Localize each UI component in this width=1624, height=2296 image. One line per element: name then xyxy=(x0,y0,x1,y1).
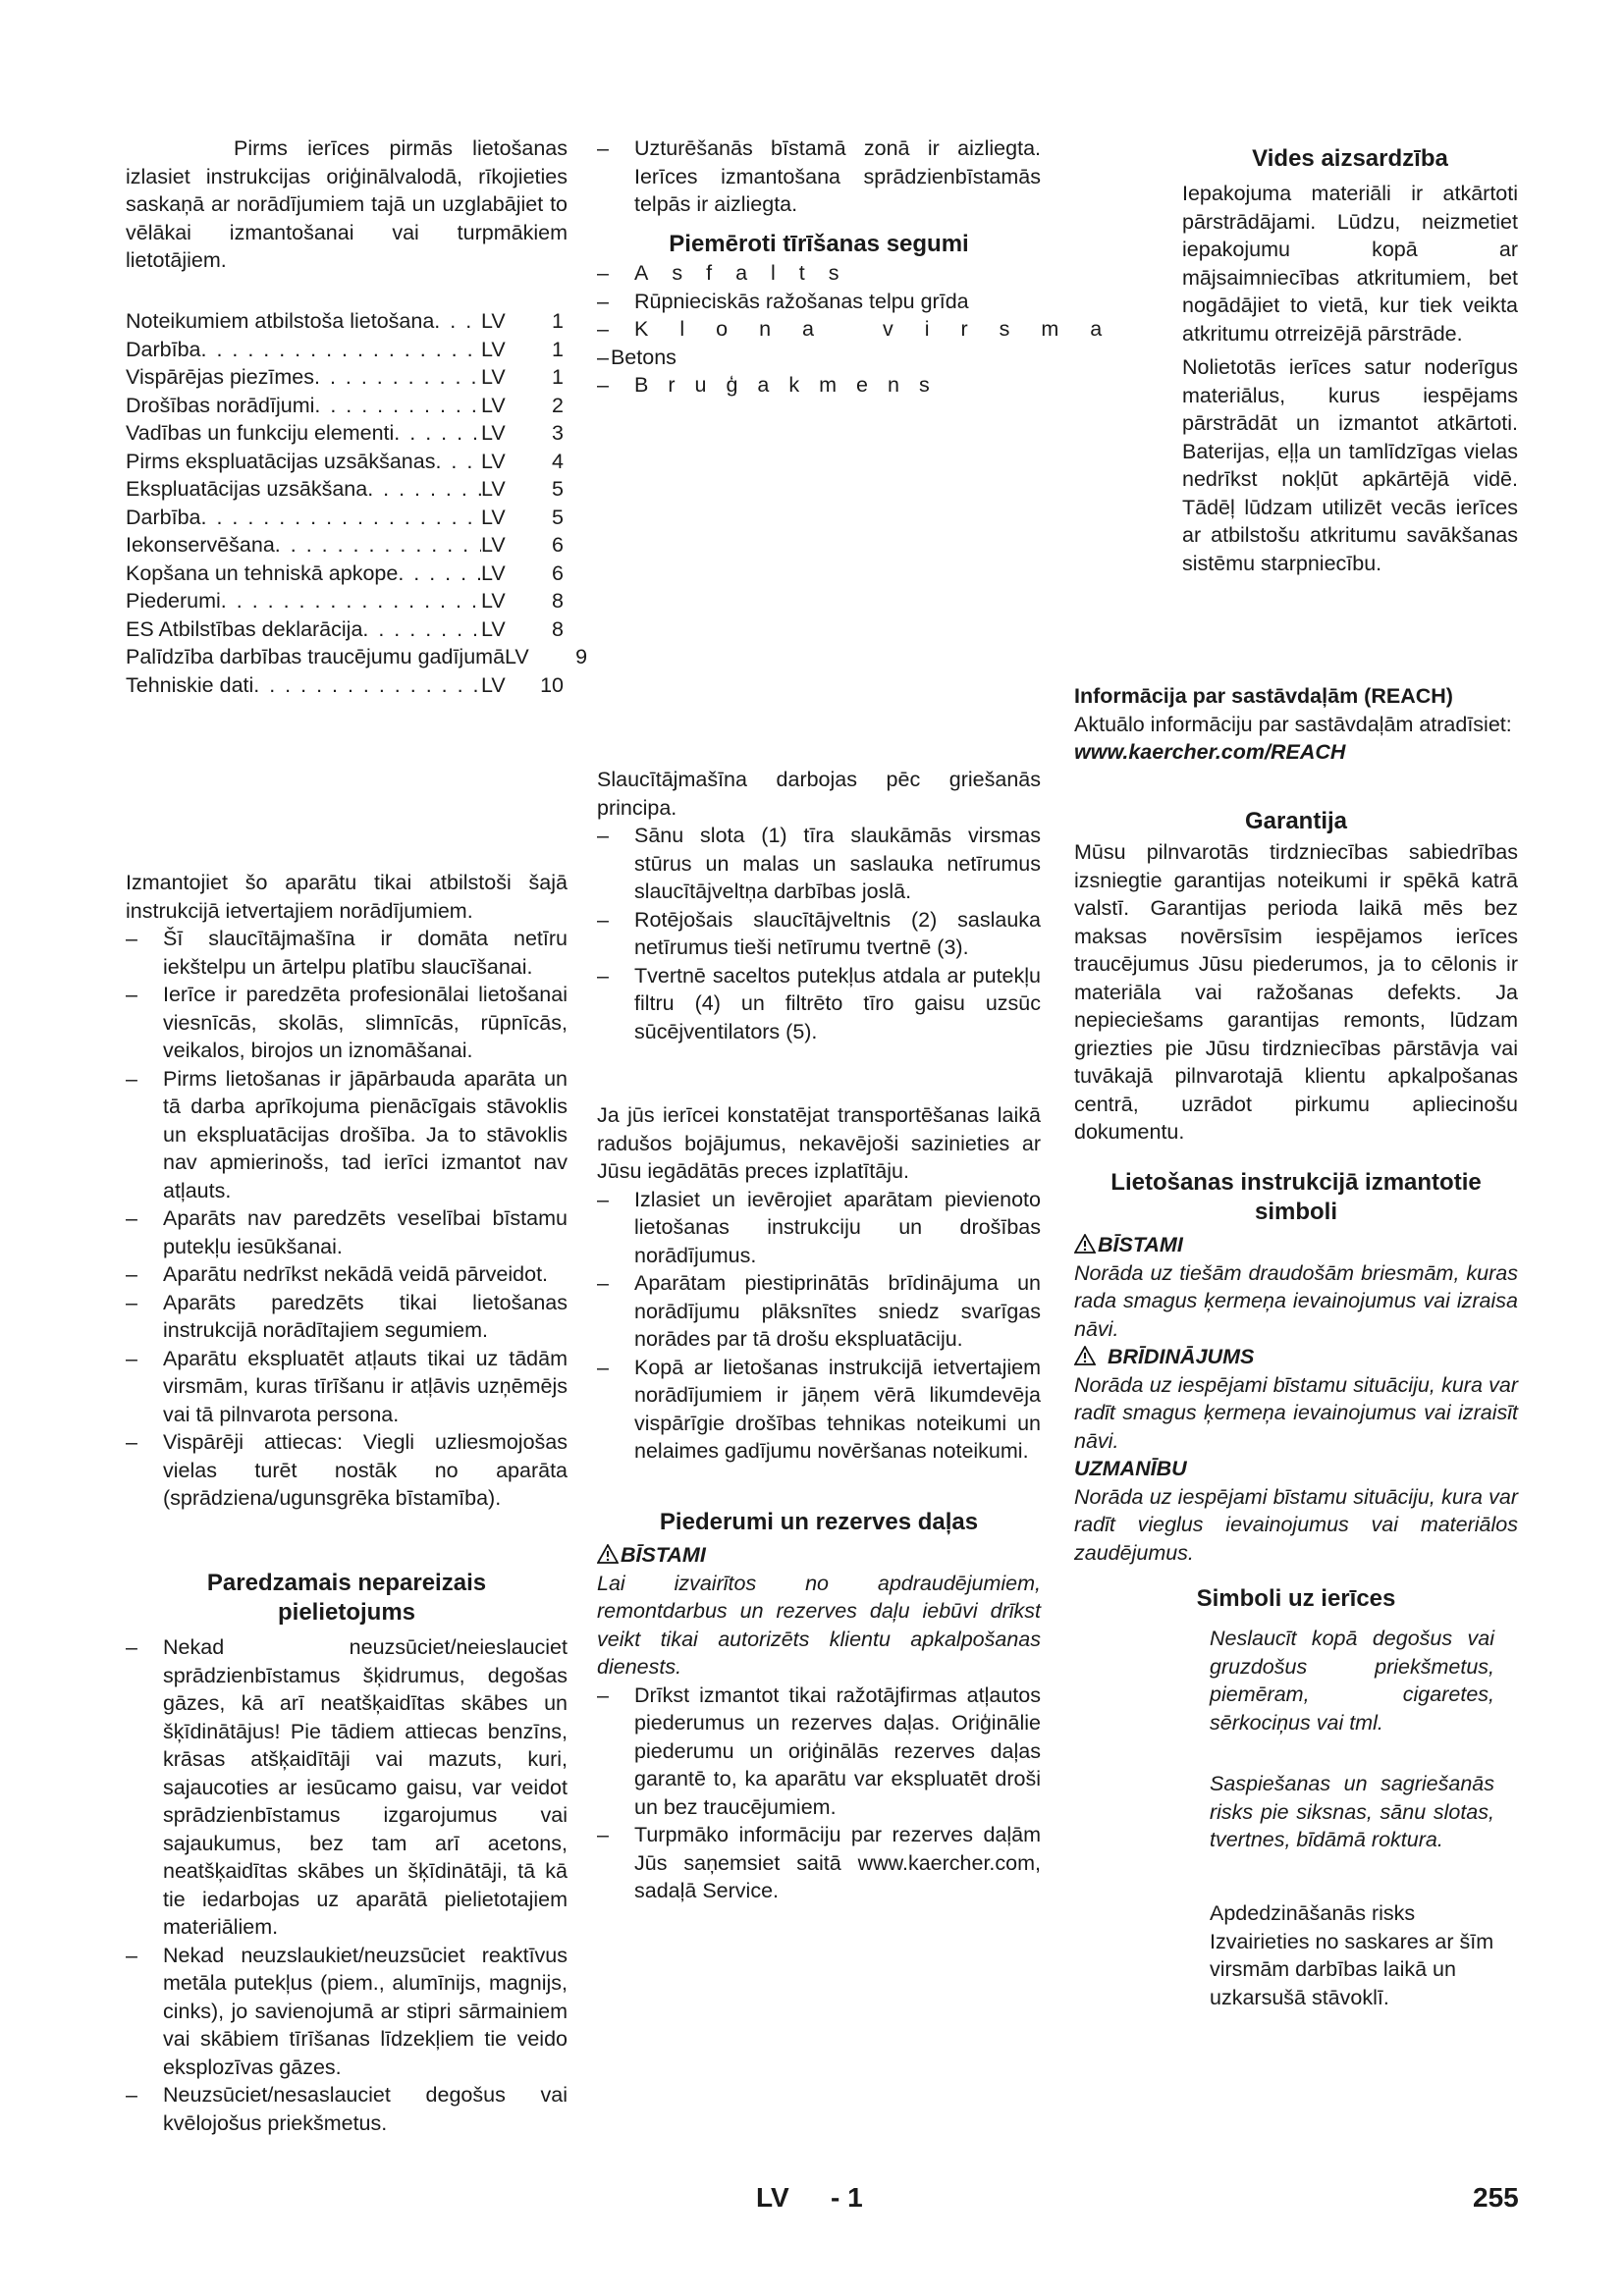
toc-page: 1 xyxy=(552,337,564,361)
toc-leader xyxy=(362,615,481,644)
toc-lang: LV xyxy=(481,393,506,417)
recycling-icon xyxy=(1074,191,1192,309)
surface-item-text: Klona virsma xyxy=(634,317,1134,341)
toc-page: 3 xyxy=(552,421,564,445)
toc-page: 2 xyxy=(552,393,564,417)
reach-link[interactable]: www.kaercher.com/REACH xyxy=(1074,740,1346,764)
toc-leader xyxy=(314,363,481,392)
toc-leader xyxy=(434,307,481,336)
toc-page: 9 xyxy=(575,645,588,668)
symbol-label xyxy=(1074,1343,1518,1371)
surface-item-text: Rūpnieciskās ražošanas telpu grīda xyxy=(634,289,969,313)
proper-use-intro: Izmantojiet šo aparātu tikai atbilstoši šajā instrukcijā ietvertajiem norādījumiem. xyxy=(126,871,568,923)
misuse-section xyxy=(126,1569,568,2137)
toc-page: 6 xyxy=(552,561,564,585)
toc-leader xyxy=(221,587,481,615)
toc-page: 8 xyxy=(552,589,564,613)
crush-hazard-icon xyxy=(1074,1770,1192,1888)
proper-use-item: – Aparāts paredzēts tikai lietošanas instrukcijā norādītajiem segumiem. xyxy=(126,1289,568,1345)
toc-entry[interactable] xyxy=(126,475,564,504)
device-symbol-2-text: Saspiešanas un sagriešanās risks pie siksnas, sānu slotas, tvertnes, bīdāmā roktura. xyxy=(1210,1772,1494,1851)
toc-entry[interactable] xyxy=(126,587,564,615)
transport-item: – Aparātam piestiprinātās brīdinājuma un norādījumu plāksnītes sniedz svarīgas norādes par tā drošu ekspluatāciju. xyxy=(597,1269,1041,1354)
no-burning-objects-icon xyxy=(1074,1625,1192,1742)
proper-use-item: – Aparāts nav paredzēts veselībai bīstamu putekļu iesūkšanai. xyxy=(126,1204,568,1260)
toc-page: 1 xyxy=(552,365,564,389)
symbol-label-text: BRĪDINĀJUMS xyxy=(1108,1345,1255,1368)
symbols-heading: Lietošanas instrukcijā izmantotie simboli xyxy=(1110,1169,1482,1225)
proper-use-item: – Vispārēji attiecas: Viegli uzliesmojošas vielas turēt nostāk no aparāta (sprādziena/ugunsgrēka bīstamība). xyxy=(126,1428,568,1513)
toc-lang: LV xyxy=(481,337,506,361)
toc-title: Ekspluatācijas uzsākšana xyxy=(126,477,368,501)
device-symbol-3-text: Apdedzināšanās risks Izvairieties no saskares ar šīm virsmām darbības laikā un uzkarsušā stāvoklī. xyxy=(1210,1901,1494,2009)
toc-title: Noteikumiem atbilstoša lietošana xyxy=(126,309,435,333)
device-symbol-1 xyxy=(1210,1625,1494,1736)
surface-item xyxy=(597,344,1041,372)
symbols-section xyxy=(1074,1168,1518,1567)
toc-entry[interactable] xyxy=(126,504,564,532)
list-dash: – xyxy=(597,261,609,285)
misuse-item: – Nekad neuzslaukiet/neuzsūciet reaktīvus metāla putekļus (piem., alumīnijs, magnijs, cinks), jo savienojumā ar stipri sārmainiem vai skābiem tīrīšanas līdzekļiem tie veido eksplozīvas gāzes. xyxy=(126,1942,568,2082)
symbol-description: Norāda uz iespējami bīstamu situāciju, kura var radīt vieglus ievainojumus vai materiālos zaudējumus. xyxy=(1074,1484,1518,1565)
toc-lang: LV xyxy=(481,365,506,389)
toc-entry[interactable] xyxy=(126,336,564,364)
intro-section xyxy=(126,134,568,275)
transport-intro: Ja jūs ierīcei konstatējat transportēšanas laikā radušos bojājumus, nekavējoši sazinieties ar Jūsu iegādātās preces izplatītāju. xyxy=(597,1103,1041,1183)
symbol-label xyxy=(1074,1231,1518,1259)
proper-use-list xyxy=(126,925,568,1513)
surface-item-text: Betons xyxy=(610,345,677,369)
warning-triangle-icon xyxy=(597,1544,619,1564)
toc-title: Kopšana un tehniskā apkope xyxy=(126,561,399,585)
surface-item xyxy=(597,288,1041,316)
hot-surface-icon xyxy=(1074,1899,1192,2017)
function-item: – Tvertnē saceltos putekļus atdala ar putekļu filtru (4) un filtrēto tīro gaisu uzsūc sūcējventilators (5). xyxy=(597,962,1041,1046)
toc-entry[interactable] xyxy=(126,643,588,671)
accessories-list xyxy=(597,1682,1041,1905)
wee-disposal-icon xyxy=(1074,373,1192,491)
toc-entry[interactable] xyxy=(126,560,564,588)
toc-title: Vadības un funkciju elementi xyxy=(126,421,395,445)
danger-label-text: BĪSTAMI xyxy=(621,1543,706,1567)
toc-entry[interactable] xyxy=(126,531,564,560)
toc-page: 5 xyxy=(552,505,564,529)
list-dash: – xyxy=(597,317,609,341)
toc-title: Piederumi xyxy=(126,589,221,613)
device-symbols-section xyxy=(1074,1584,1518,1614)
misuse-heading: Paredzamais nepareizais pielietojums xyxy=(206,1570,487,1626)
function-item: – Rotējošais slaucītājveltnis (2) saslauka netīrumus tieši netīrumu tvertnē (3). xyxy=(597,906,1041,962)
surface-item xyxy=(597,371,1041,400)
toc-lang: LV xyxy=(481,672,506,697)
surface-item-text: Asfalts xyxy=(634,261,863,285)
toc-entry[interactable] xyxy=(126,419,564,448)
misuse-item: – Neuzsūciet/nesaslauciet degošus vai kvēlojošus priekšmetus. xyxy=(126,2081,568,2137)
misuse-list xyxy=(126,1633,568,2137)
device-symbol-3 xyxy=(1210,1899,1494,2011)
accessories-item: – Turpmāko informāciju par rezerves daļām Jūs saņemsiet saitā www.kaercher.com, sadaļā Service. xyxy=(597,1821,1041,1905)
toc-lang: LV xyxy=(481,589,506,613)
toc-lang: LV xyxy=(481,505,506,529)
table-of-contents xyxy=(126,307,588,699)
toc-lang: LV xyxy=(481,449,506,473)
toc-lang: LV xyxy=(481,309,506,333)
toc-title: Tehniskie dati xyxy=(126,672,254,697)
footer-page-local: - 1 xyxy=(831,2182,863,2213)
reach-section xyxy=(1074,682,1518,767)
warranty-section xyxy=(1074,807,1518,1147)
toc-leader xyxy=(253,671,481,700)
function-item: – Sānu slota (1) tīra slaukāmās virsmas stūrus un malas un saslauka netīrumus slaucītājveltņa darbības joslā. xyxy=(597,822,1041,906)
proper-use-section xyxy=(126,869,568,1513)
surfaces-list xyxy=(597,259,1134,400)
toc-page: 1 xyxy=(552,309,564,333)
toc-title: Vispārējas piezīmes xyxy=(126,365,314,389)
list-dash: – xyxy=(597,345,609,369)
symbol-description: Norāda uz iespējami bīstamu situāciju, kura var radīt smagus ķermeņa ievainojumus vai izraisīt nāvi. xyxy=(1074,1372,1518,1453)
list-dash: – xyxy=(597,289,609,313)
surfaces-section xyxy=(597,230,1134,400)
warning-triangle-icon xyxy=(1074,1234,1096,1254)
environment-para-2: Nolietotās ierīces satur noderīgus materiālus, kurus iespējams pārstrādāt un izmantot atkārtoti. Baterijas, eļļa un tamlīdzīgas vielas nedrīkst nokļūt apkārtējā vidē. Tādēļ lūdzam utilizēt vecās ierīces ar atbilstošu atkritumu savākšanas sistēmu starpniecību. xyxy=(1182,355,1518,575)
toc-lang: LV xyxy=(481,477,506,501)
toc-leader xyxy=(201,504,482,532)
danger-zone-list xyxy=(597,134,1041,219)
toc-lang: LV xyxy=(481,616,506,641)
environment-section xyxy=(1182,144,1518,577)
transport-item: – Izlasiet un ievērojiet aparātam pievienoto lietošanas instrukciju un drošības norādījumus. xyxy=(597,1186,1041,1270)
toc-leader xyxy=(201,336,482,364)
proper-use-item: – Ierīce ir paredzēta profesionālai lietošanai viesnīcās, skolās, slimnīcās, rūpnīcās, veikalos, birojos un iznomāšanai. xyxy=(126,981,568,1065)
toc-entry[interactable] xyxy=(126,448,564,476)
proper-use-item: – Aparātu ekspluatēt atļauts tikai uz tādām virsmām, kuras tīrīšanu ir atļāvis uzņēmējs vai tā pilnvarota persona. xyxy=(126,1345,568,1429)
environment-heading: Vides aizsardzība xyxy=(1252,145,1448,172)
toc-title: Drošības norādījumi xyxy=(126,393,315,417)
toc-page: 10 xyxy=(540,672,564,697)
intro-text: Pirms ierīces pirmās lietošanas izlasiet instrukcijas oriģinālvalodā, rīkojieties saskaņā ar norādījumiem tajā un uzglabājiet to vēlākai izmantošanai vai turpmākiem lietotājiem. xyxy=(126,136,568,272)
toc-page: 8 xyxy=(552,616,564,641)
toc-page: 6 xyxy=(552,533,564,557)
device-symbol-1-text: Neslaucīt kopā degošus vai gruzdošus priekšmetus, piemēram, cigaretes, sērkociņus vai tml. xyxy=(1210,1627,1494,1735)
transport-list xyxy=(597,1186,1041,1466)
toc-page: 4 xyxy=(552,449,564,473)
surface-item-text: Bruģakmens xyxy=(634,373,949,397)
toc-title: Palīdzība darbības traucējumu gadījumā xyxy=(126,645,506,668)
proper-use-item: – Aparātu nedrīkst nekādā veidā pārveidot. xyxy=(126,1260,568,1289)
toc-leader xyxy=(367,475,481,504)
function-list xyxy=(597,822,1041,1045)
symbol-description: Norāda uz tiešām draudošām briesmām, kuras rada smagus ķermeņa ievainojumus vai izraisa nāvi. xyxy=(1074,1260,1518,1341)
toc-lang: LV xyxy=(481,561,506,585)
toc-entry[interactable] xyxy=(126,615,564,644)
toc-leader xyxy=(435,448,481,476)
toc-lang: LV xyxy=(481,421,506,445)
toc-lang: LV xyxy=(505,645,529,668)
toc-title: Iekonservēšana xyxy=(126,533,275,557)
function-intro: Slaucītājmašīna darbojas pēc griešanās principa. xyxy=(597,768,1041,820)
warranty-heading: Garantija xyxy=(1244,808,1348,834)
accessories-danger-text: Lai izvairītos no apdraudējumiem, remontdarbus un rezerves daļu iebūvi drīkst veikt tikai autorizēts klientu apkalpošanas dienests. xyxy=(597,1571,1041,1679)
proper-use-item: – Šī slaucītājmašīna ir domāta netīru iekštelpu un ārtelpu platību slaucīšanai. xyxy=(126,925,568,981)
surfaces-heading: Piemēroti tīrīšanas segumi xyxy=(669,231,969,257)
symbols-list xyxy=(1074,1231,1518,1567)
warranty-text: Mūsu pilnvarotās tirdzniecības sabiedrības izsniegtie garantijas noteikumi ir spēkā katrā valstī. Garantijas perioda laikā mēs bez maksas novērsīsim iespējamos ierīces traucējumus Jūsu piederumos, ja to cēlonis ir materiāla vai ražošanas defekts. Ja nepieciešams garantijas remonts, lūdzam griezties pie Jūsu tirdzniecības pārstāvja vai tuvākajā pilnvarotajā klientu apkalpošanas centrā, uzrādot pirkumu apliecinošu dokumentu. xyxy=(1074,840,1518,1144)
warning-triangle-icon xyxy=(1074,1346,1096,1365)
reach-text: Aktuālo informāciju par sastāvdaļām atradīsiet: xyxy=(1074,712,1512,736)
toc-leader xyxy=(394,419,481,448)
environment-para-1: Iepakojuma materiāli ir atkārtoti pārstrādājami. Lūdzu, neizmetiet iepakojumu kopā ar mājsaimniecības atkritumiem, bet nogādājiet to vietā, kur tiek veikta atkritumu otrreizējā pārstrāde. xyxy=(1182,182,1518,346)
toc-lang: LV xyxy=(481,533,506,557)
accessories-heading: Piederumi un rezerves daļas xyxy=(659,1509,979,1535)
danger-zone-item: – Uzturēšanās bīstamā zonā ir aizliegta. Ierīces izmantošana sprādzienbīstamās telpās ir aizliegta. xyxy=(597,134,1041,219)
toc-entry[interactable] xyxy=(126,392,564,420)
symbol-label xyxy=(1074,1455,1518,1483)
toc-entry[interactable] xyxy=(126,363,564,392)
footer-lang: LV xyxy=(756,2182,789,2213)
misuse-item: – Nekad neuzsūciet/neieslauciet sprādzienbīstamus šķidrumus, degošas gāzes, kā arī neatšķaidītas skābes un šķīdinātājus! Pie tādiem attiecas benzīns, krāsas atšķaidītāji vai mazuts, kuri, sajaucoties ar iesūcamo gaisu, var veidot sprādzienbīstamus izgarojumus vai sajaukumus, bez tam arī acetons, neatšķaidītas skābes un šķīdinātāji, tā kā tie iedarbojas uz aparātā pielietotajiem materiāliem. xyxy=(126,1633,568,1942)
transport-item: – Kopā ar lietošanas instrukcijā ietvertajiem norādījumiem ir jāņem vērā likumdevēja vispārīgie drošības tehnikas noteikumi un nelaimes gadījumu novēršanas noteikumi. xyxy=(597,1354,1041,1466)
device-symbols-heading: Simboli uz ierīces xyxy=(1196,1585,1396,1612)
accessories-section xyxy=(597,1508,1041,1905)
accessories-item: – Drīkst izmantot tikai ražotājfirmas atļautos piederumus un rezerves daļas. Oriģinālie piederumu un oriģinālās rezerves daļas garantē to, ka aparātu var ekspluatēt droši un bez traucējumiem. xyxy=(597,1682,1041,1822)
toc-title: Darbība xyxy=(126,505,201,529)
surface-item xyxy=(597,315,1134,344)
list-dash: – xyxy=(597,373,609,397)
device-symbol-2 xyxy=(1210,1770,1494,1854)
toc-leader xyxy=(314,392,481,420)
symbol-label-text: BĪSTAMI xyxy=(1098,1233,1183,1256)
function-section xyxy=(597,766,1041,1045)
transport-section xyxy=(597,1101,1041,1466)
toc-leader xyxy=(398,560,481,588)
toc-title: ES Atbilstības deklarācija xyxy=(126,616,363,641)
toc-title: Pirms ekspluatācijas uzsākšanas xyxy=(126,449,436,473)
toc-entry[interactable] xyxy=(126,307,564,336)
toc-entry[interactable] xyxy=(126,671,564,700)
toc-page: 5 xyxy=(552,477,564,501)
footer-page-number: 255 xyxy=(1473,2182,1519,2213)
accessories-danger-label xyxy=(597,1541,1041,1570)
surface-item xyxy=(597,259,1041,288)
toc-leader xyxy=(275,531,481,560)
proper-use-item: – Pirms lietošanas ir jāpārbauda aparāta un tā darba aprīkojuma pienācīgais stāvoklis un ekspluatācijas drošība. Ja to stāvoklis nav apmierinošs, tad ierīci izmantot nav atļauts. xyxy=(126,1065,568,1205)
symbol-label-text: UZMANĪBU xyxy=(1074,1457,1187,1480)
reach-heading: Informācija par sastāvdaļām (REACH) xyxy=(1074,684,1453,708)
danger-zone-section xyxy=(597,134,1041,219)
toc-title: Darbība xyxy=(126,337,201,361)
